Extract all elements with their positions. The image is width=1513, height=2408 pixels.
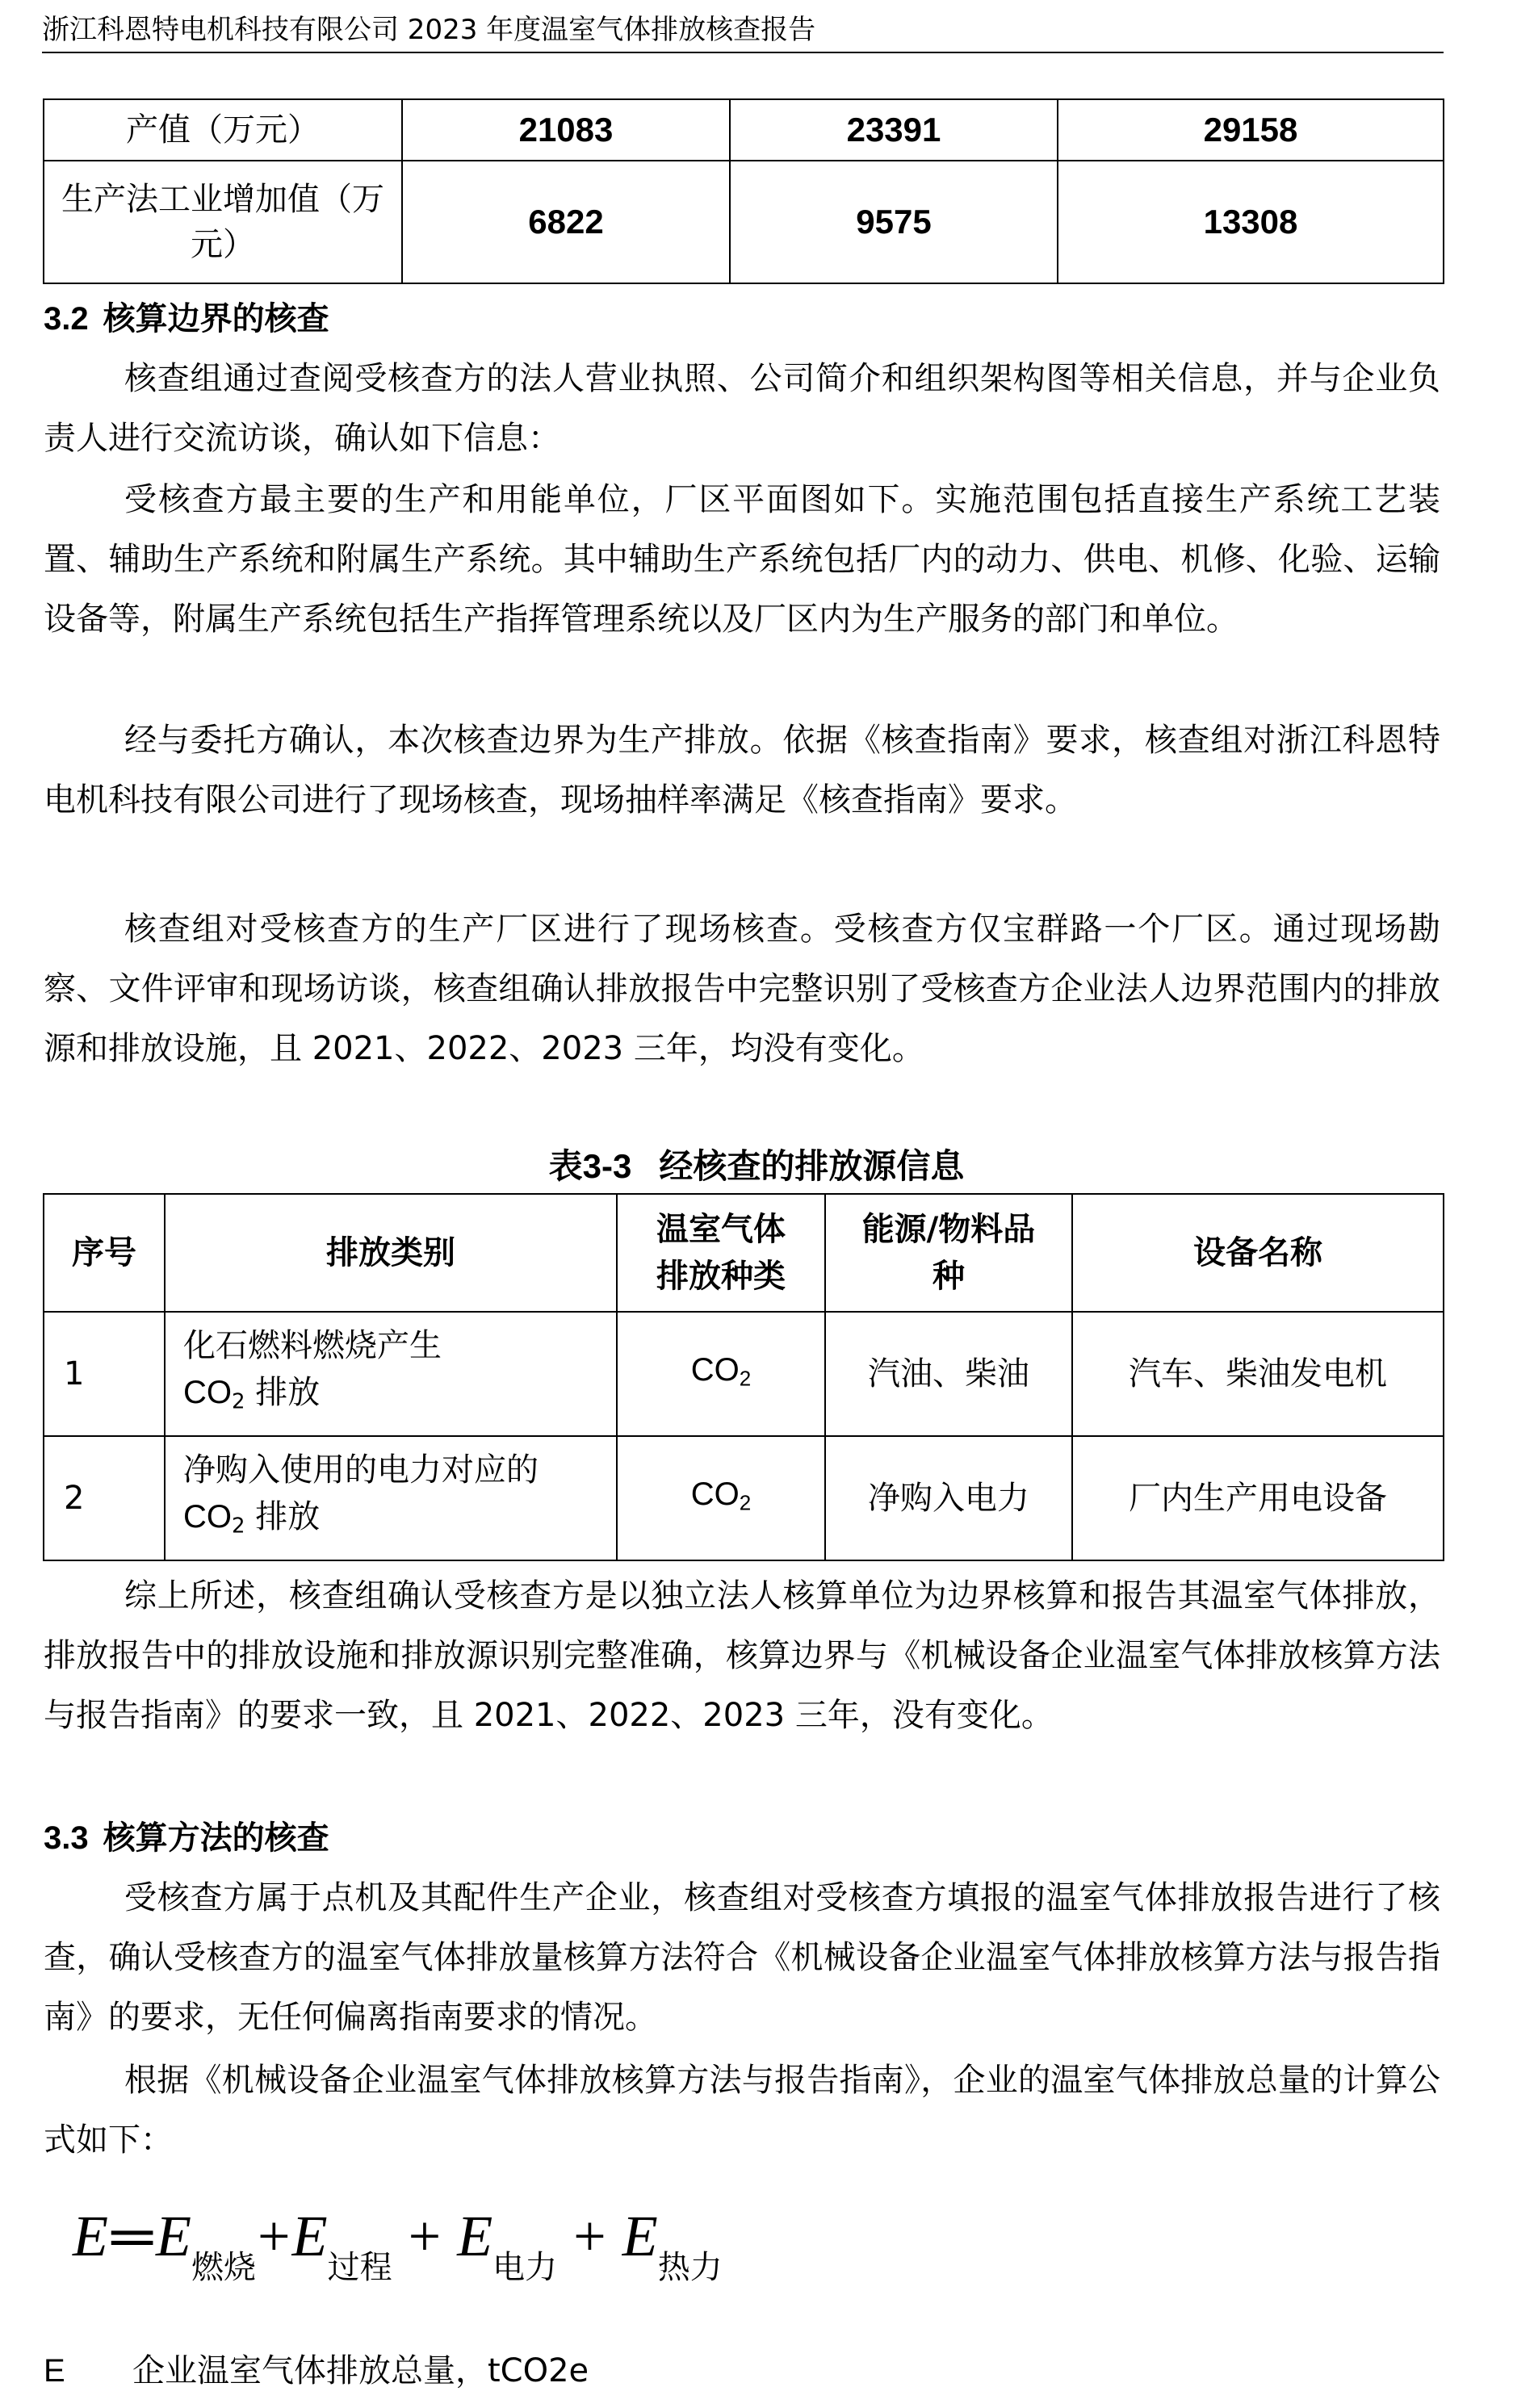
- formula-symbol: E: [73, 2204, 108, 2268]
- co-text: CO: [183, 1375, 232, 1411]
- category-text: 排放: [255, 1498, 321, 1536]
- section-title: 核算边界的核查: [103, 300, 329, 337]
- category-text: 净购入使用的电力对应的: [183, 1451, 539, 1489]
- formula-subscript: 燃烧: [191, 2249, 256, 2286]
- formula-plus: +: [408, 2204, 442, 2268]
- subscript: 2: [739, 1490, 752, 1515]
- table-row: [44, 1436, 1444, 1560]
- row-label: 产值（万元）: [44, 99, 402, 161]
- co-text: CO: [690, 1476, 740, 1512]
- paragraph: 核查组通过查阅受核查方的法人营业执照、公司简介和组织架构图等相关信息，并与企业负责人进行交流访谈，确认如下信息：: [44, 360, 1440, 457]
- table-row: [44, 161, 1444, 283]
- value-cell: 29158: [1058, 99, 1444, 161]
- column-header: 温室气体排放种类: [617, 1194, 825, 1312]
- paragraph: 核查组对受核查方的生产厂区进行了现场核查。受核查方仅宝群路一个厂区。通过现场勘察、文件评审和现场访谈，核查组确认排放报告中完整识别了受核查方企业法人边界范围内的排放源和排放设施，且 2021、2022、2023 三年，均没有变化。: [44, 911, 1440, 1067]
- formula-subscript: 过程: [327, 2249, 392, 2286]
- value-cell: 23391: [730, 99, 1058, 161]
- definition-text: 企业温室气体排放总量，tCO2e: [132, 2352, 589, 2389]
- gas-type: [617, 1312, 825, 1436]
- emission-category: [165, 1436, 617, 1560]
- section-heading-3-2: [44, 289, 329, 349]
- section-number: 3.2: [44, 301, 89, 337]
- formula-subscript: 电力: [492, 2249, 558, 2286]
- subscript: 2: [739, 1366, 752, 1391]
- paragraph: 综上所述，核查组确认受核查方是以独立法人核算单位为边界核算和报告其温室气体排放，排放报告中的排放设施和排放源识别完整准确，核算边界与《机械设备企业温室气体排放核算方法与报告指南》的要求一致，且 2021、2022、2023 三年，没有变化。: [44, 1577, 1440, 1734]
- table-row: [44, 1312, 1444, 1436]
- formula-plus: +: [257, 2204, 291, 2268]
- caption-number: 表3-3: [548, 1147, 632, 1185]
- formula-definition: [44, 2341, 589, 2401]
- page-header: 浙江科恩特电机科技有限公司 2023 年度温室气体排放核查报告: [42, 8, 1444, 53]
- subscript: 2: [232, 1514, 245, 1539]
- section-number: 3.3: [44, 1820, 89, 1856]
- output-value-table: [43, 98, 1444, 284]
- formula-symbol: E: [457, 2204, 493, 2268]
- paragraph: 受核查方最主要的生产和用能单位，厂区平面图如下。实施范围包括直接生产系统工艺装置、辅助生产系统和附属生产系统。其中辅助生产系统包括厂内的动力、供电、机修、化验、运输设备等，附属生产系统包括生产指挥管理系统以及厂区内为生产服务的部门和单位。: [44, 481, 1440, 638]
- formula-subscript: 热力: [657, 2249, 723, 2286]
- category-text: 化石燃料燃烧产生: [183, 1327, 442, 1365]
- equipment-name: 汽车、柴油发电机: [1072, 1312, 1444, 1436]
- subscript: 2: [232, 1389, 245, 1414]
- co-text: CO: [183, 1499, 232, 1535]
- paragraph: 受核查方属于点机及其配件生产企业，核查组对受核查方填报的温室气体排放报告进行了核查，确认受核查方的温室气体排放量核算方法符合《机械设备企业温室气体排放核算方法与报告指南》的要求，无任何偏离指南要求的情况。: [44, 1879, 1440, 2036]
- row-label: 生产法工业增加值（万元）: [44, 161, 402, 283]
- column-header: 能源/物料品种: [825, 1194, 1072, 1312]
- formula-symbol: E: [156, 2204, 191, 2268]
- category-text: 排放: [255, 1374, 321, 1412]
- section-heading-3-3: [44, 1808, 329, 1868]
- paragraph: 根据《机械设备企业温室气体排放核算方法与报告指南》，企业的温室气体排放总量的计算公式如下：: [44, 2062, 1440, 2159]
- value-cell: 13308: [1058, 161, 1444, 283]
- value-cell: 9575: [730, 161, 1058, 283]
- table-row: [44, 99, 1444, 161]
- emission-formula: [73, 2196, 961, 2309]
- section-title: 核算方法的核查: [103, 1820, 329, 1857]
- table-header-row: [44, 1194, 1444, 1312]
- caption-title: 经核查的排放源信息: [659, 1146, 965, 1186]
- table-caption: [0, 1140, 1513, 1193]
- formula-symbol: E: [622, 2204, 658, 2268]
- definition-symbol: E: [44, 2353, 65, 2389]
- emission-category: [165, 1312, 617, 1436]
- formula-symbol: E: [291, 2204, 328, 2268]
- formula-equals: ═: [111, 2204, 153, 2268]
- row-index: 1: [44, 1312, 165, 1436]
- formula-plus: +: [573, 2204, 606, 2268]
- value-cell: 21083: [402, 99, 730, 161]
- column-header: 序号: [44, 1194, 165, 1312]
- gas-type: [617, 1436, 825, 1560]
- equipment-name: 厂内生产用电设备: [1072, 1436, 1444, 1560]
- co-text: CO: [690, 1351, 740, 1388]
- paragraph: 经与委托方确认，本次核查边界为生产排放。依据《核查指南》要求，核查组对浙江科恩特电机科技有限公司进行了现场核查，现场抽样率满足《核查指南》要求。: [44, 722, 1440, 819]
- value-cell: 6822: [402, 161, 730, 283]
- row-index: 2: [44, 1436, 165, 1560]
- energy-type: 净购入电力: [825, 1436, 1072, 1560]
- energy-type: 汽油、柴油: [825, 1312, 1072, 1436]
- emission-source-table: [43, 1193, 1444, 1561]
- column-header: 设备名称: [1072, 1194, 1444, 1312]
- column-header: 排放类别: [165, 1194, 617, 1312]
